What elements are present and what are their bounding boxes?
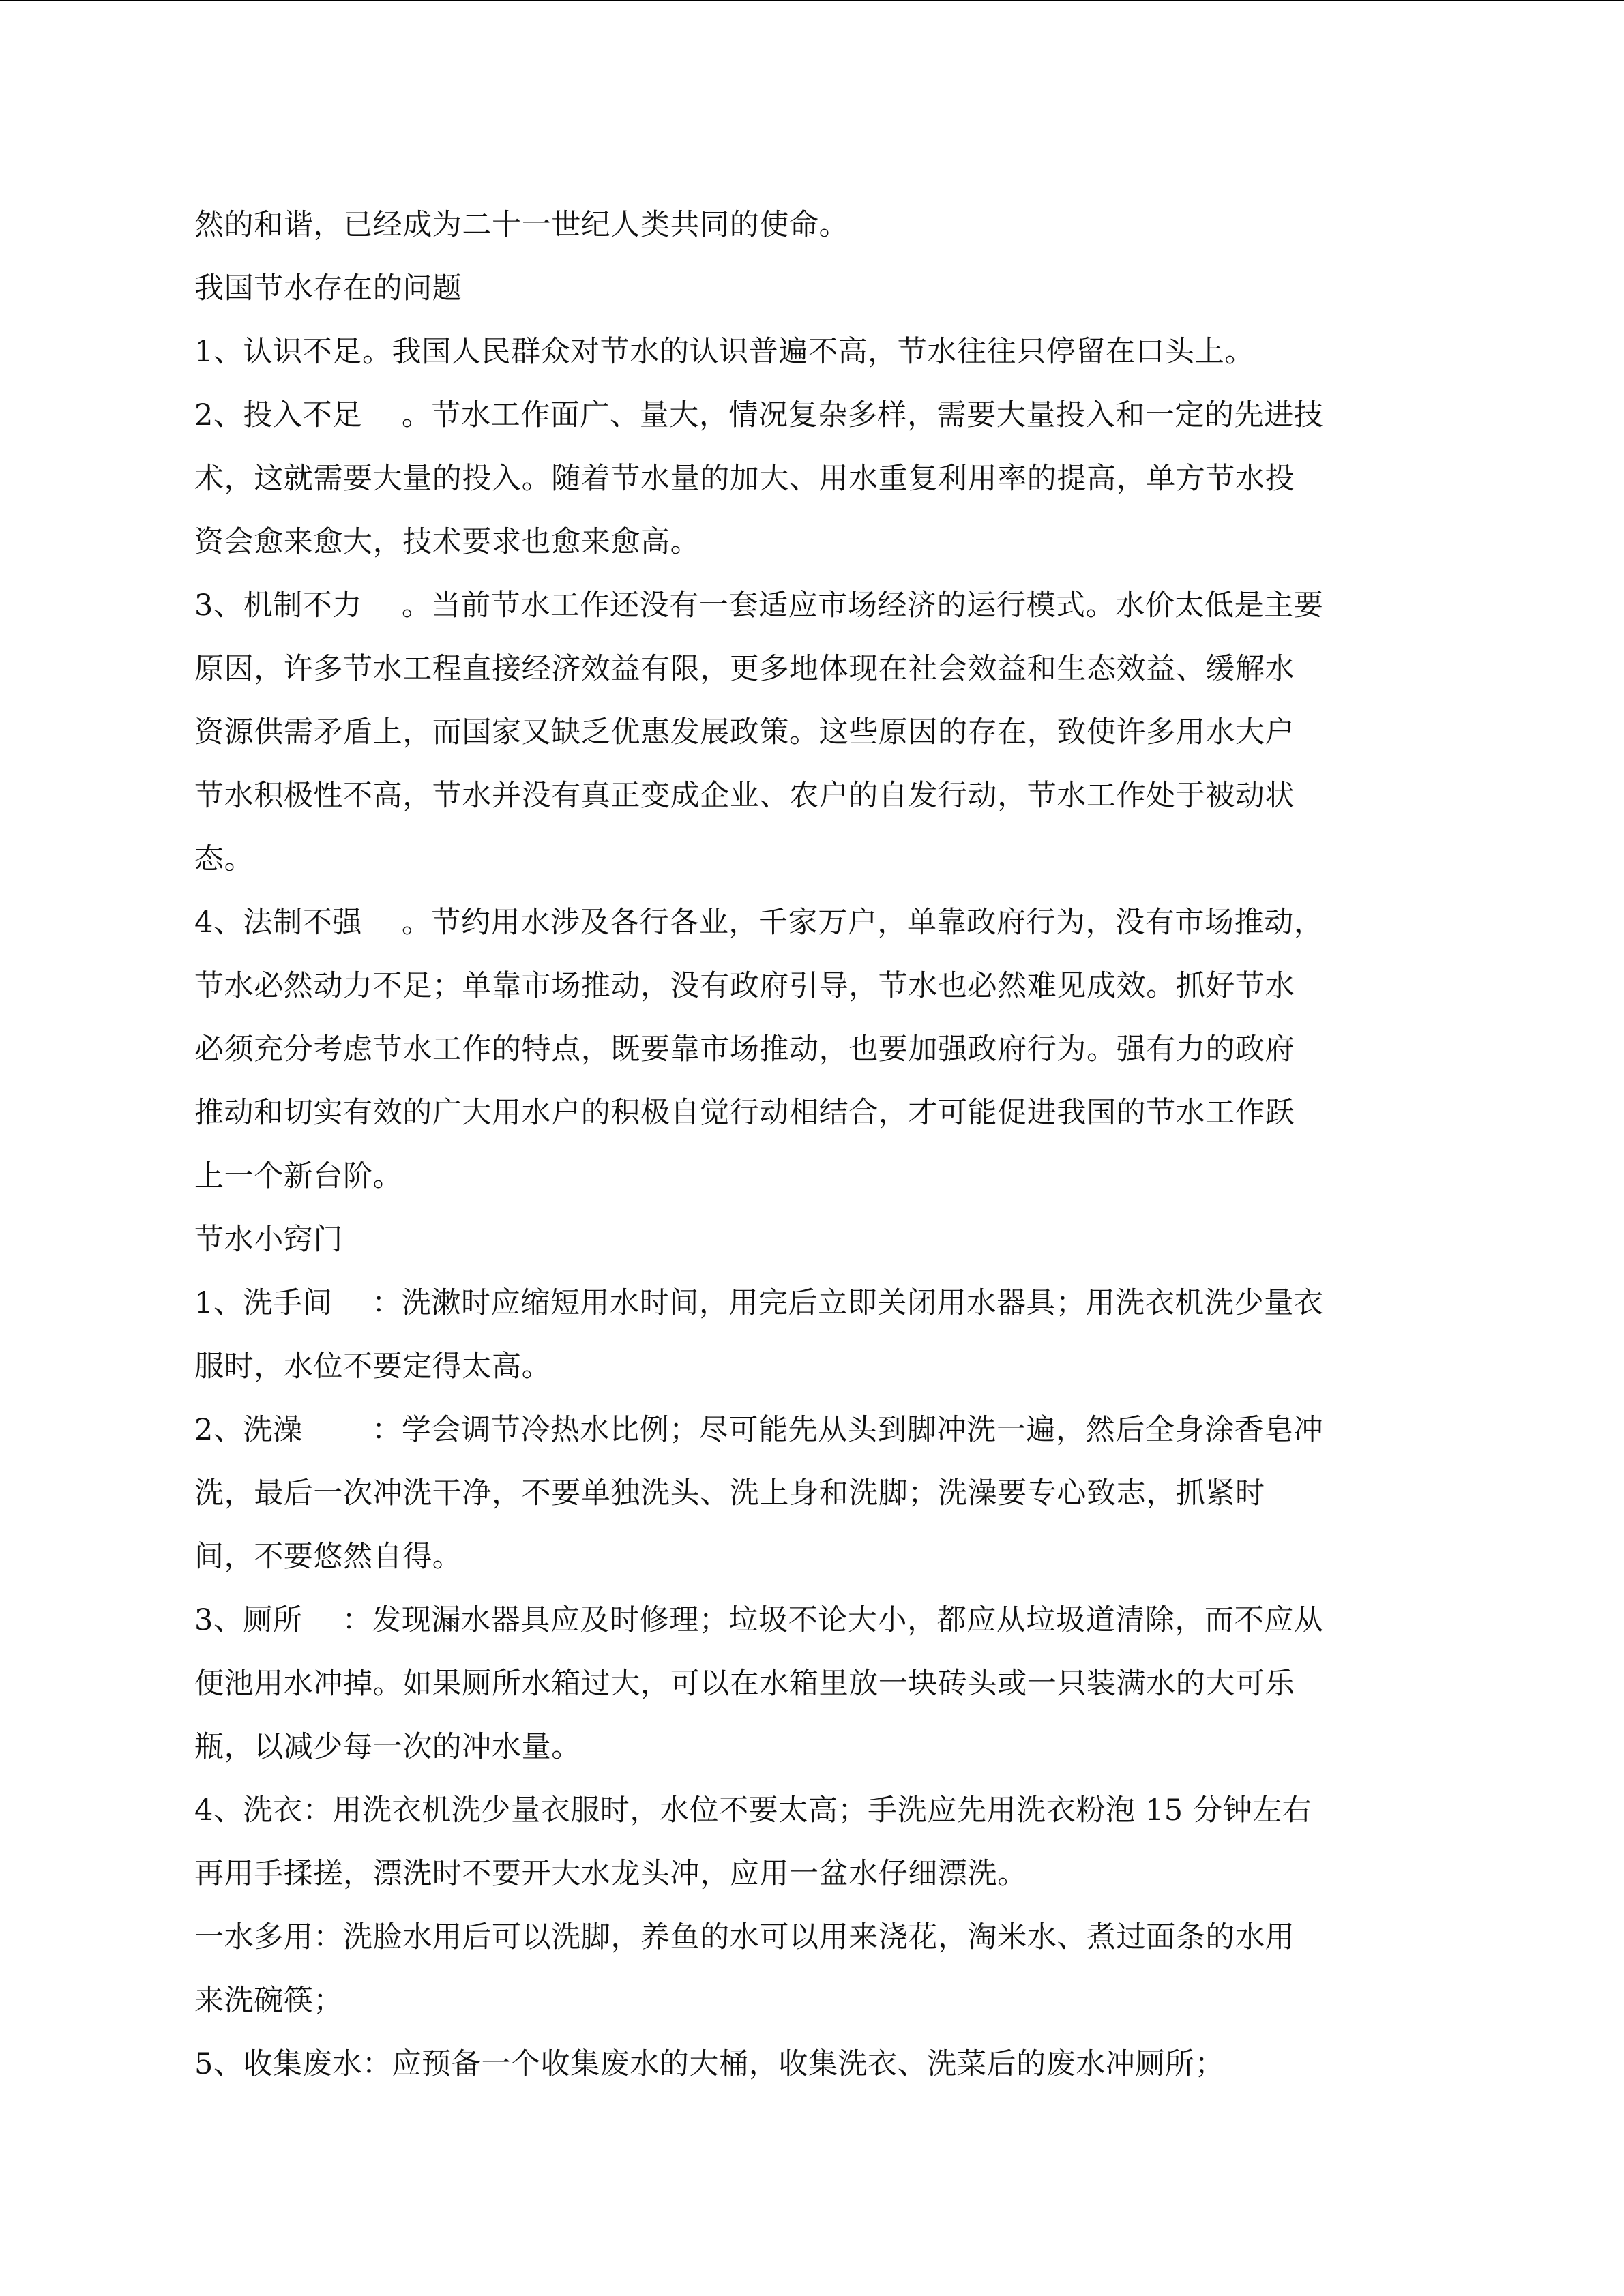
text-line: 节水必然动力不足；单靠市场推动，没有政府引导，节水也必然难见成效。抓好节水 [194, 969, 1295, 1003]
text-line: 2、洗澡 ：学会调节冷热水比例；尽可能先从头到脚冲洗一遍，然后全身涂香皂冲 [194, 1413, 1324, 1447]
text-line: 资源供需矛盾上，而国家又缺乏优惠发展政策。这些原因的存在，致使许多用水大户 [194, 715, 1295, 749]
section-heading: 我国节水存在的问题 [194, 271, 462, 305]
section-heading: 节水小窍门 [194, 1223, 343, 1257]
text-line: 洗，最后一次冲洗干净，不要单独洗头、洗上身和洗脚；洗澡要专心致志，抓紧时 [194, 1476, 1265, 1510]
text-line: 1、认识不足。我国人民群众对节水的认识普遍不高，节水往往只停留在口头上。 [194, 335, 1254, 369]
text-line: 间，不要悠然自得。 [194, 1540, 462, 1574]
text-line: 4、法制不强 。节约用水涉及各行各业，千家万户，单靠政府行为，没有市场推动， [194, 906, 1324, 940]
text-line: 1、洗手间 ：洗漱时应缩短用水时间，用完后立即关闭用水器具；用洗衣机洗少量衣 [194, 1286, 1324, 1320]
text-line: 便池用水冲掉。如果厕所水箱过大，可以在水箱里放一块砖头或一只装满水的大可乐 [194, 1667, 1295, 1701]
text-line: 4、洗衣：用洗衣机洗少量衣服时，水位不要太高；手洗应先用洗衣粉泡 15 分钟左右 [194, 1793, 1312, 1828]
text-line: 服时，水位不要定得太高。 [194, 1350, 552, 1384]
text-line: 瓶，以减少每一次的冲水量。 [194, 1730, 581, 1764]
text-line: 一水多用：洗脸水用后可以洗脚，养鱼的水可以用来浇花，淘米水、煮过面条的水用 [194, 1920, 1295, 1954]
text-line: 推动和切实有效的广大用水户的积极自觉行动相结合，才可能促进我国的节水工作跃 [194, 1096, 1295, 1130]
text-line: 3、厕所 ：发现漏水器具应及时修理；垃圾不论大小，都应从垃圾道清除，而不应从 [194, 1603, 1324, 1637]
text-line: 再用手揉搓，漂洗时不要开大水龙头冲，应用一盆水仔细漂洗。 [194, 1857, 1027, 1891]
document-body [194, 194, 1436, 2096]
text-line: 3、机制不力 。当前节水工作还没有一套适应市场经济的运行模式。水价太低是主要 [194, 588, 1324, 623]
text-line: 然的和谐，已经成为二十一世纪人类共同的使命。 [194, 208, 849, 242]
text-line: 原因，许多节水工程直接经济效益有限，更多地体现在社会效益和生态效益、缓解水 [194, 652, 1295, 686]
text-line: 术，这就需要大量的投入。随着节水量的加大、用水重复利用率的提高，单方节水投 [194, 462, 1295, 496]
text-line: 态。 [194, 842, 254, 876]
text-line: 5、收集废水：应预备一个收集废水的大桶，收集洗衣、洗菜后的废水冲厕所； [194, 2047, 1225, 2081]
text-line: 节水积极性不高，节水并没有真正变成企业、农户的自发行动，节水工作处于被动状 [194, 779, 1295, 813]
text-line: 上一个新台阶。 [194, 1159, 403, 1193]
text-line: 2、投入不足 。节水工作面广、量大，情况复杂多样，需要大量投入和一定的先进技 [194, 398, 1324, 432]
text-line: 来洗碗筷； [194, 1984, 343, 2018]
text-line: 必须充分考虑节水工作的特点，既要靠市场推动，也要加强政府行为。强有力的政府 [194, 1032, 1295, 1067]
text-line: 资会愈来愈大，技术要求也愈来愈高。 [194, 525, 700, 559]
